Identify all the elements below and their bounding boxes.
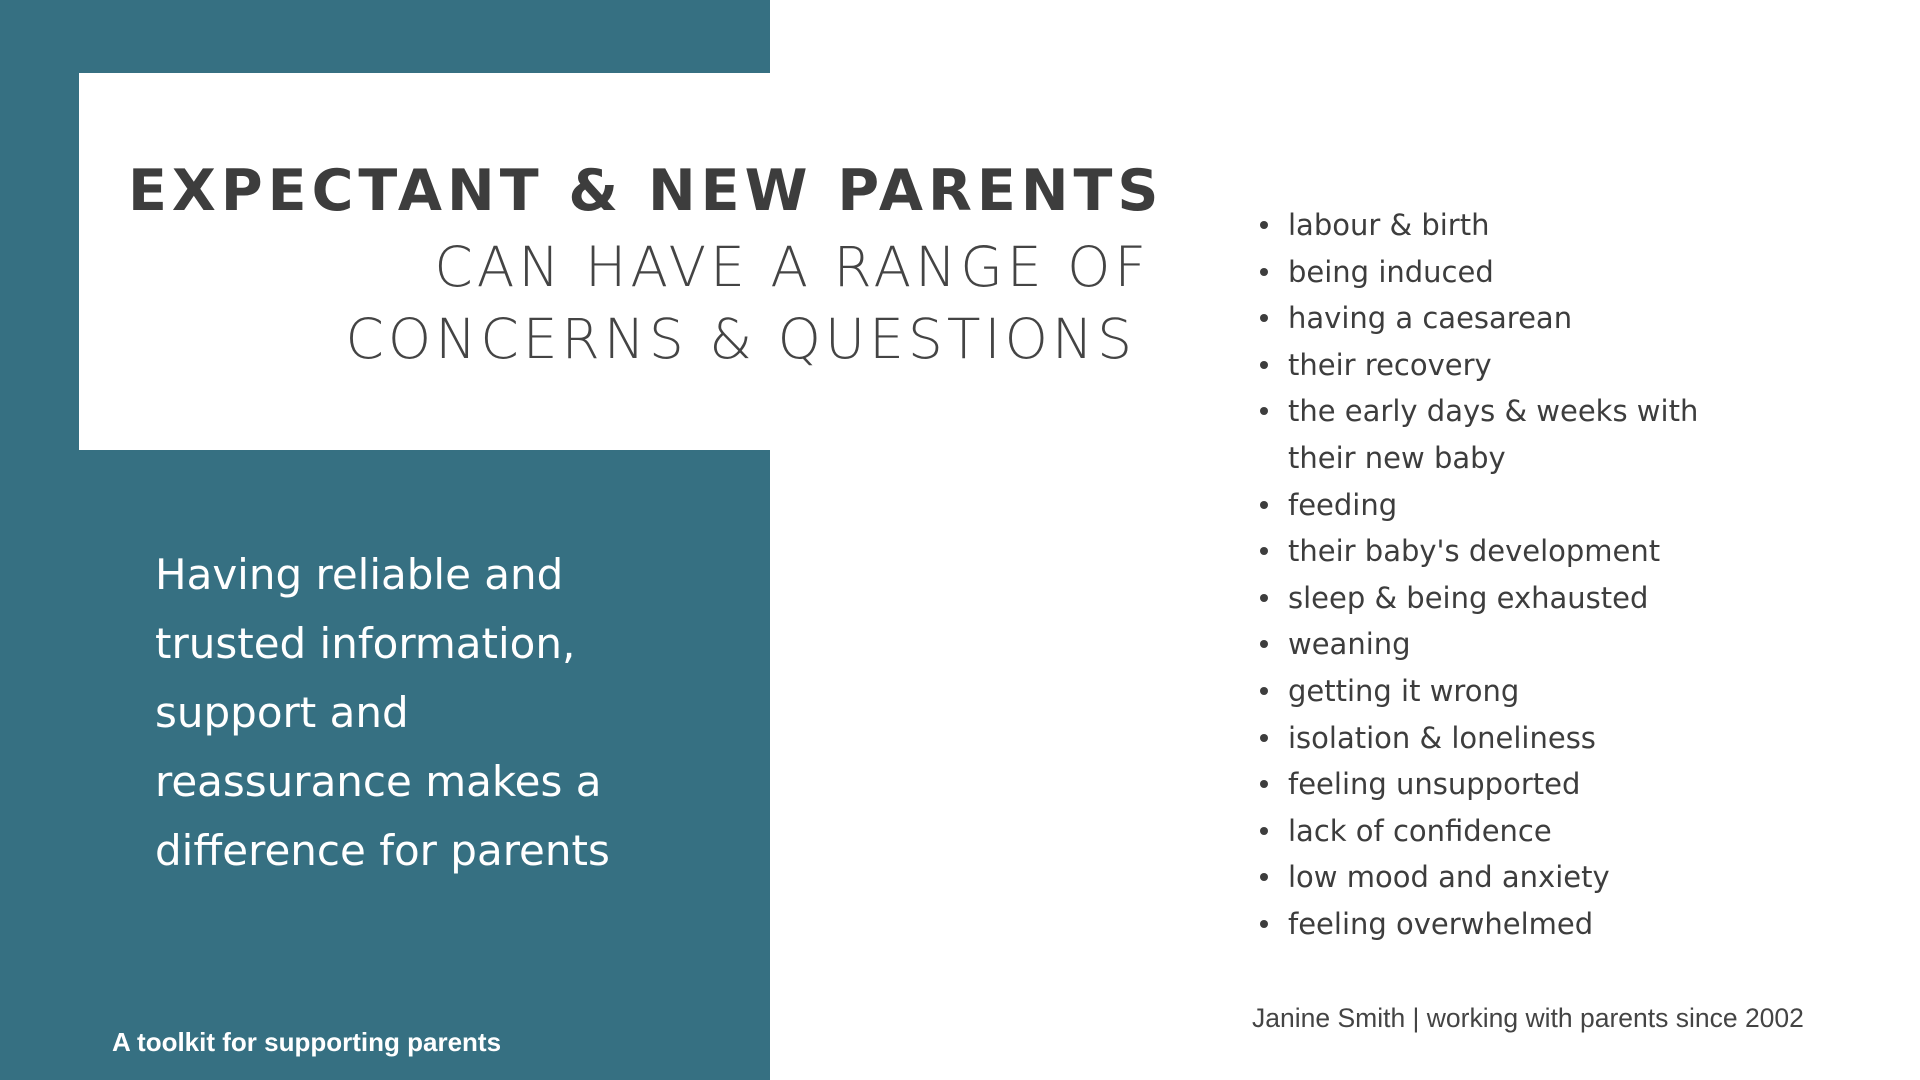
list-item (1254, 901, 1698, 948)
list-item-text: sleep & being exhausted (1288, 580, 1649, 615)
list-item (1254, 295, 1698, 342)
list-item-text-line-1: the early days & weeks with (1288, 394, 1699, 429)
tagline (155, 540, 655, 885)
bullet-icon (1260, 827, 1268, 835)
list-item-text-line-2: their new baby (1288, 440, 1506, 475)
list-item (1254, 854, 1698, 901)
tagline-line: trusted information, (155, 619, 576, 668)
list-item (1254, 621, 1698, 668)
list-item-text: lack of confidence (1288, 813, 1552, 848)
list-item-text: having a caesarean (1288, 301, 1573, 336)
list-item (1254, 808, 1698, 855)
bullet-icon (1260, 314, 1268, 322)
list-item-text: their recovery (1288, 347, 1492, 382)
bullet-icon (1260, 268, 1268, 276)
list-item (1254, 715, 1698, 762)
author-credit: Janine Smith | working with parents since 2002 (1252, 1003, 1804, 1033)
list-item (1254, 249, 1698, 296)
list-item (1254, 761, 1698, 808)
bullet-icon (1260, 873, 1268, 881)
bullet-icon (1260, 407, 1268, 415)
list-item-text: weaning (1288, 627, 1411, 662)
list-item-text: feeling unsupported (1288, 767, 1581, 802)
bullet-icon (1260, 361, 1268, 369)
list-item-text: their baby's development (1288, 534, 1661, 569)
list-item (1254, 575, 1698, 622)
list-item (1254, 388, 1698, 481)
list-item-text: labour & birth (1288, 208, 1490, 242)
toolkit-label: A toolkit for supporting parents (112, 1027, 502, 1057)
tagline-line: reassurance makes a (155, 757, 602, 806)
bullet-icon (1260, 734, 1268, 742)
bullet-icon (1260, 687, 1268, 695)
concerns-list (1254, 202, 1698, 948)
list-item-text: low mood and anxiety (1288, 860, 1610, 895)
title-subtitle-line-2: CONCERNS & QUESTIONS (345, 307, 1136, 371)
bullet-icon (1260, 501, 1268, 509)
list-item-text: getting it wrong (1288, 673, 1520, 708)
list-item (1254, 202, 1698, 249)
bullet-icon (1260, 640, 1268, 648)
title-subtitle-line-1: CAN HAVE A RANGE OF (434, 235, 1150, 299)
list-item-text: isolation & loneliness (1288, 720, 1596, 755)
tagline-line: Having reliable and (155, 550, 564, 599)
list-item-text: feeling overwhelmed (1288, 906, 1594, 941)
bullet-icon (1260, 547, 1268, 555)
list-item-text: being induced (1288, 254, 1494, 289)
title-main: EXPECTANT & NEW PARENTS (128, 158, 1164, 224)
tagline-line: difference for parents (155, 826, 610, 875)
bullet-icon (1260, 780, 1268, 788)
bullet-icon (1260, 920, 1268, 928)
list-item (1254, 528, 1698, 575)
bullet-icon (1260, 221, 1268, 229)
bullet-icon (1260, 594, 1268, 602)
tagline-line: support and (155, 688, 409, 737)
list-item-text: feeding (1288, 487, 1398, 522)
list-item (1254, 482, 1698, 529)
list-item (1254, 342, 1698, 389)
list-item (1254, 668, 1698, 715)
